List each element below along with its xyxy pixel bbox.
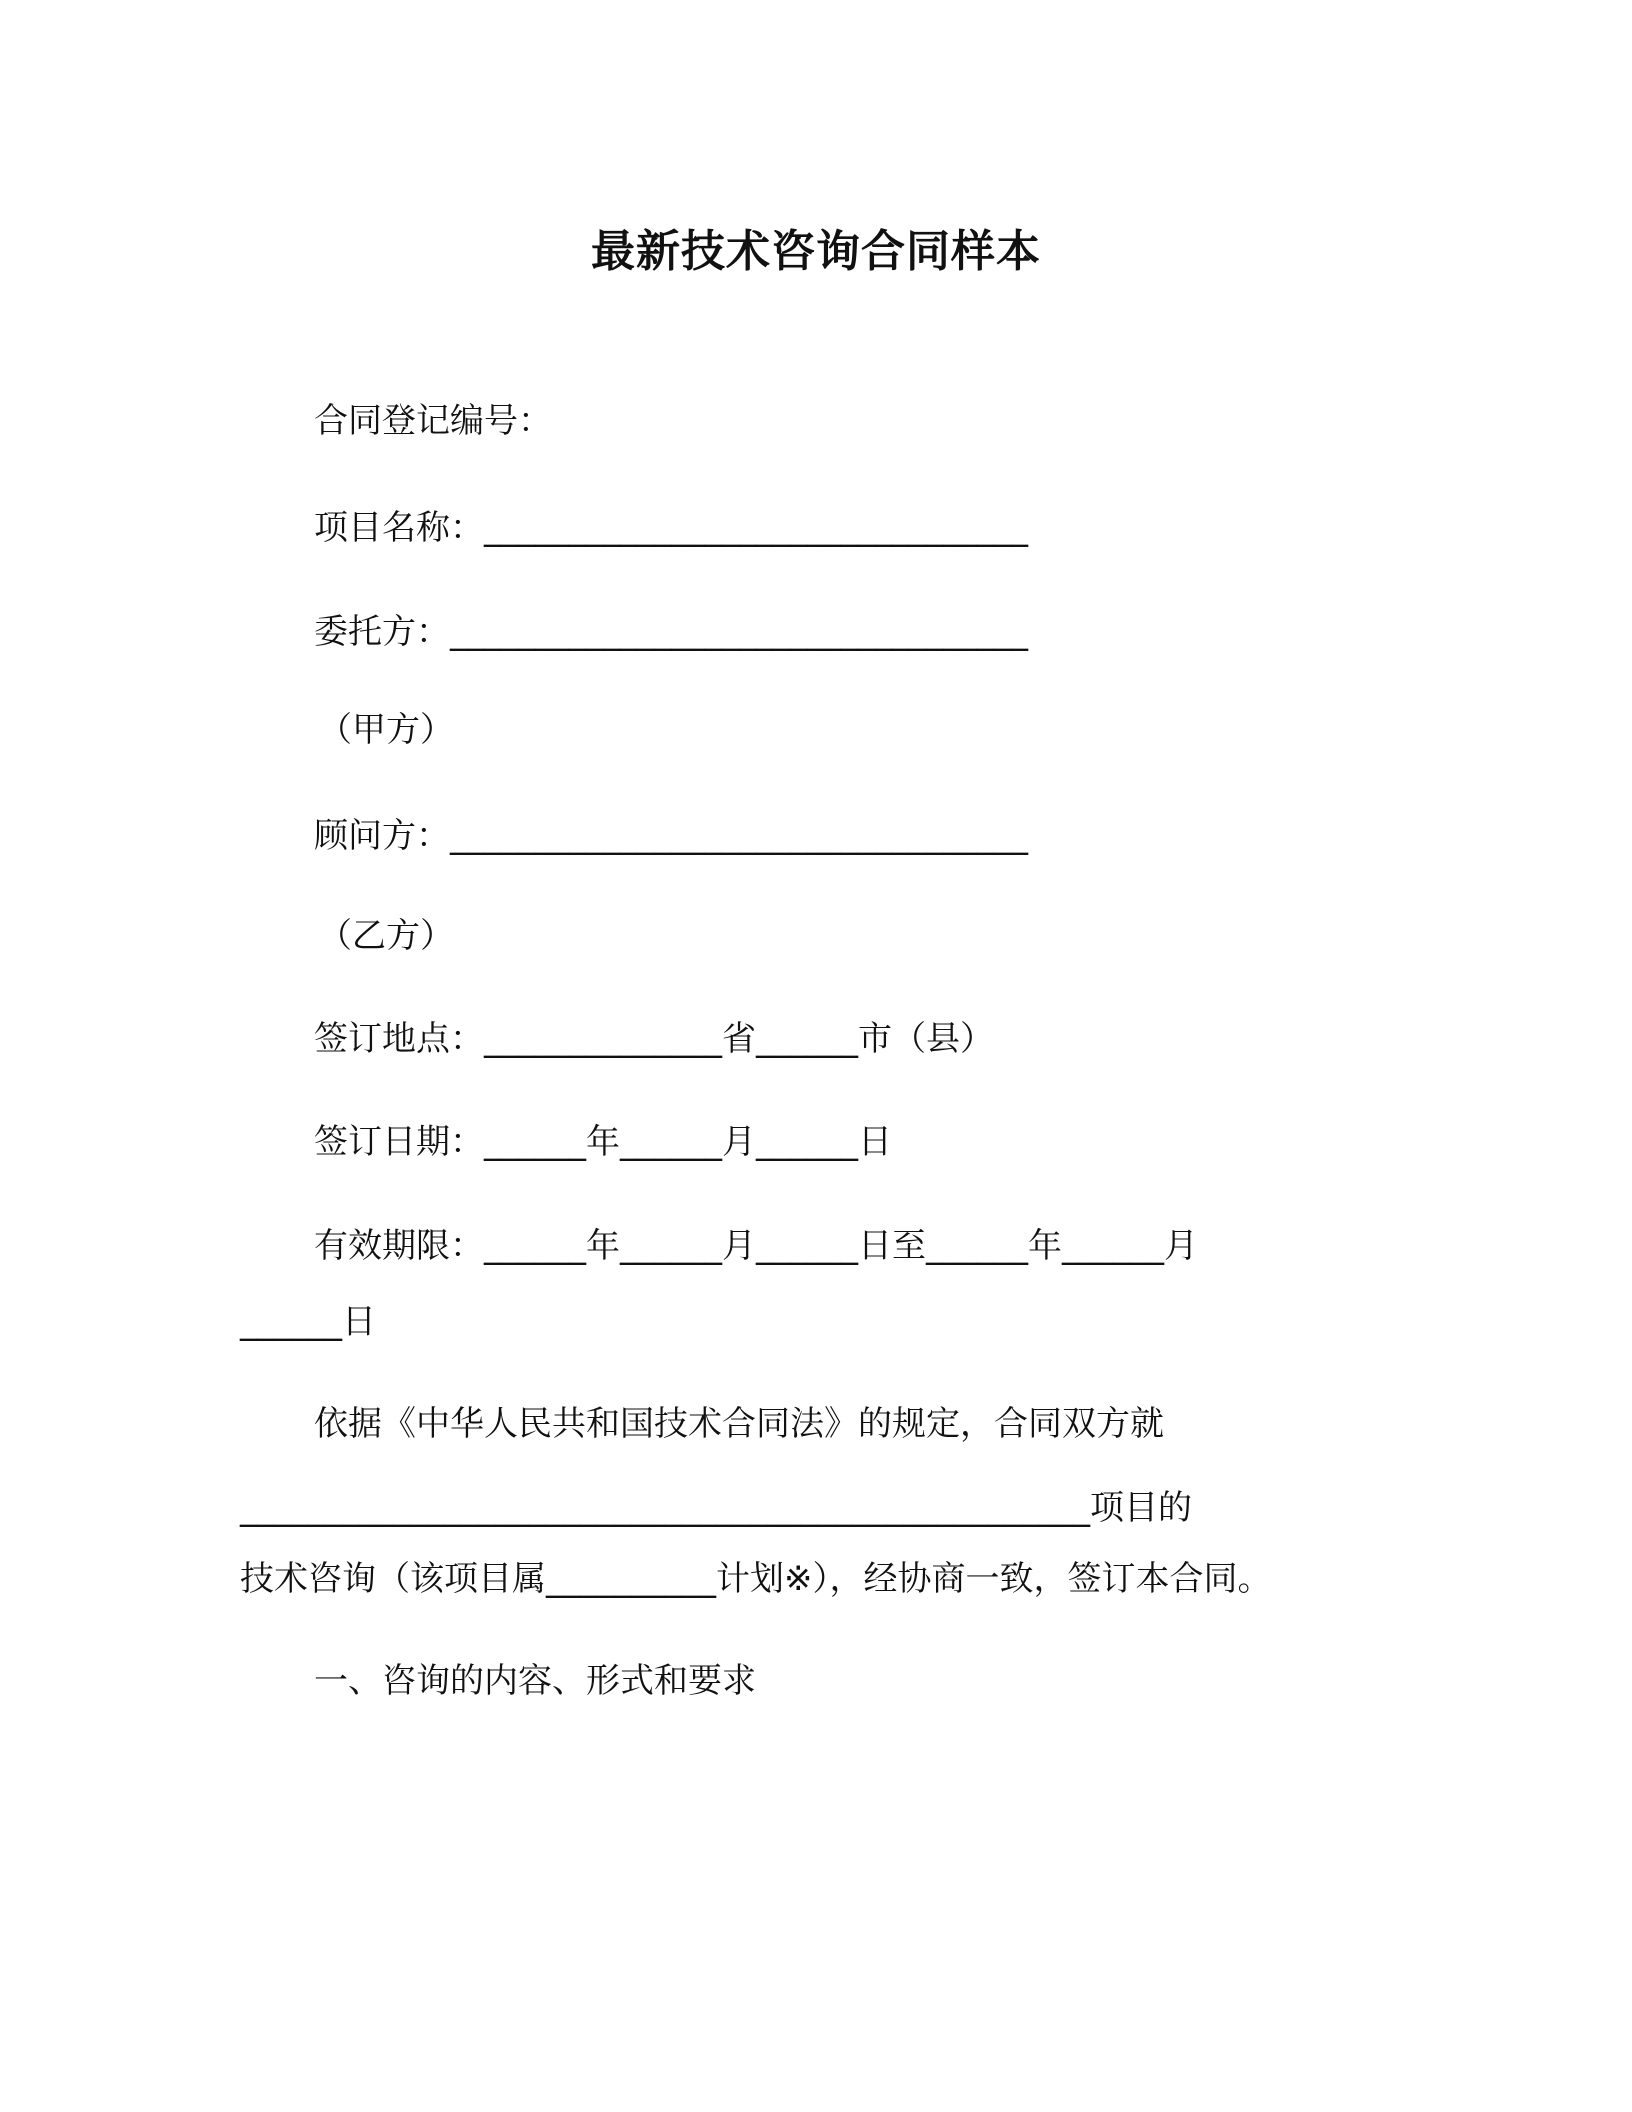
legal-basis-line: 依据《中华人民共和国技术合同法》的规定，合同双方就 bbox=[314, 1404, 1164, 1444]
consultant-line: 顾问方：__________________________________ bbox=[314, 816, 1028, 856]
consultant-role: （乙方） bbox=[318, 916, 454, 956]
consulting-scope-line: 技术咨询（该项目属__________计划※），经协商一致，签订本合同。 bbox=[240, 1559, 1272, 1599]
signing-date-line: 签订日期：______年______月______日 bbox=[314, 1122, 892, 1162]
client-role: （甲方） bbox=[318, 710, 454, 750]
validity-period-line: 有效期限：______年______月______日至______年______月 bbox=[314, 1226, 1198, 1266]
signing-place-line: 签订地点：______________省______市（县） bbox=[314, 1019, 994, 1059]
document-title: 最新技术咨询合同样本 bbox=[591, 226, 1041, 277]
contract-registration-number: 合同登记编号： bbox=[314, 401, 552, 441]
section-heading-1: 一、咨询的内容、形式和要求 bbox=[314, 1661, 756, 1701]
project-name-line: 项目名称：________________________________ bbox=[314, 508, 1028, 548]
validity-period-end: ______日 bbox=[240, 1302, 376, 1342]
project-blank-line: __________________________________________________项目的 bbox=[240, 1488, 1192, 1528]
client-line: 委托方：__________________________________ bbox=[314, 612, 1028, 652]
